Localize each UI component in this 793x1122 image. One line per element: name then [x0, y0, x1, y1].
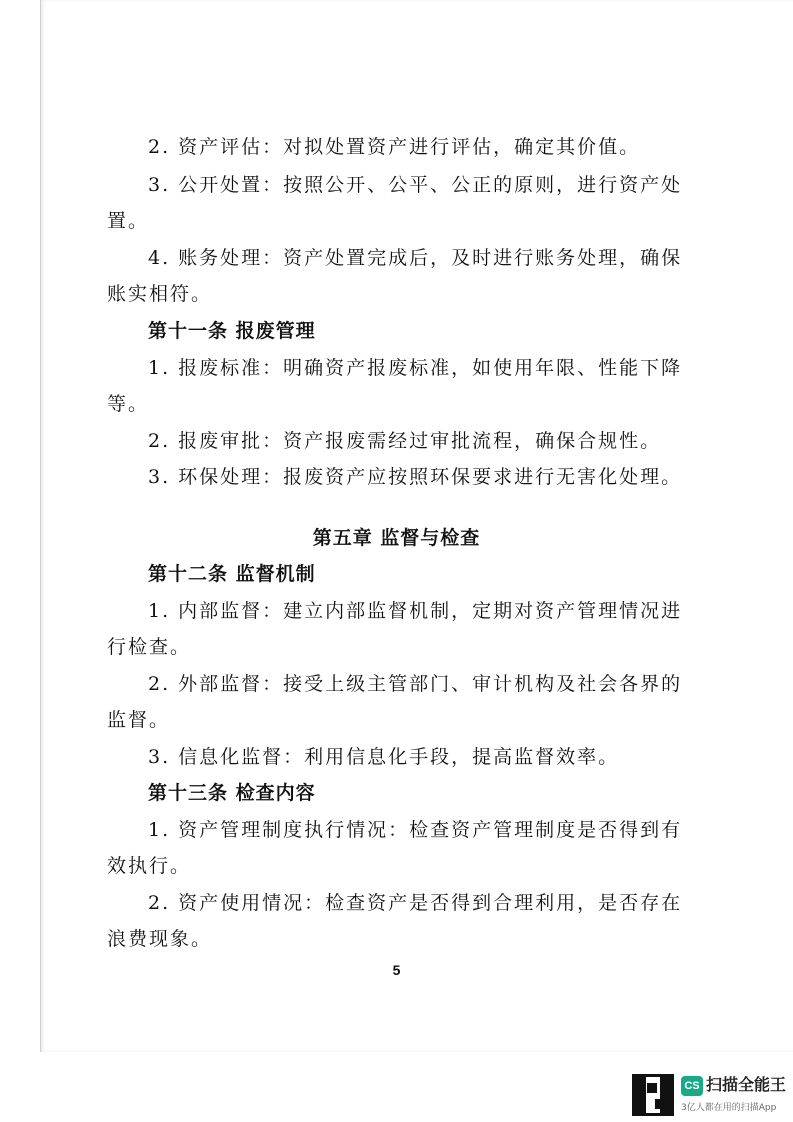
camscanner-logo-icon: CS: [681, 1076, 703, 1096]
text-line-external-supervision: 2. 外部监督：接受上级主管部门、审计机构及社会各界的: [148, 673, 683, 695]
text-line-public-disposal-cont: 置。: [107, 210, 150, 232]
scanner-footer: [0, 1052, 793, 1122]
article-12-heading: 第十二条 监督机制: [148, 563, 316, 585]
text-line-asset-usage-cont: 浪费现象。: [107, 928, 213, 950]
text-line-accounting-cont: 账实相符。: [107, 283, 213, 305]
text-line-scrap-approval: 2. 报废审批：资产报废需经过审批流程，确保合规性。: [148, 430, 662, 452]
text-line-scrap-standard: 1. 报废标准：明确资产报废标准，如使用年限、性能下降: [148, 357, 683, 379]
text-line-accounting: 4. 账务处理：资产处置完成后，及时进行账务处理，确保: [148, 247, 683, 269]
page-number: 5: [392, 962, 401, 978]
qr-code-icon: [632, 1074, 674, 1116]
text-line-scrap-standard-cont: 等。: [107, 393, 150, 415]
text-line-public-disposal: 3. 公开处置：按照公开、公平、公正的原则，进行资产处: [148, 174, 683, 196]
text-line-internal-supervision-cont: 行检查。: [107, 636, 192, 658]
camscanner-brand: 扫描全能王: [706, 1075, 787, 1094]
camscanner-slogan: 3亿人都在用的扫描App: [681, 1103, 777, 1113]
article-11-heading: 第十一条 报废管理: [148, 320, 316, 342]
text-line-policy-execution-cont: 效执行。: [107, 855, 192, 877]
text-line-policy-execution: 1. 资产管理制度执行情况：检查资产管理制度是否得到有: [148, 819, 683, 841]
text-line-asset-usage: 2. 资产使用情况：检查资产是否得到合理利用，是否存在: [148, 892, 683, 914]
chapter-5-heading: 第五章 监督与检查: [312, 527, 481, 549]
text-line-it-supervision: 3. 信息化监督：利用信息化手段，提高监督效率。: [148, 746, 620, 768]
text-line-external-supervision-cont: 监督。: [107, 709, 171, 731]
text-line-eco-treatment: 3. 环保处理：报废资产应按照环保要求进行无害化处理。: [148, 466, 683, 488]
article-13-heading: 第十三条 检查内容: [148, 782, 316, 804]
text-line-asset-evaluation: 2. 资产评估：对拟处置资产进行评估，确定其价值。: [148, 136, 641, 158]
text-line-internal-supervision: 1. 内部监督：建立内部监督机制，定期对资产管理情况进: [148, 600, 683, 622]
